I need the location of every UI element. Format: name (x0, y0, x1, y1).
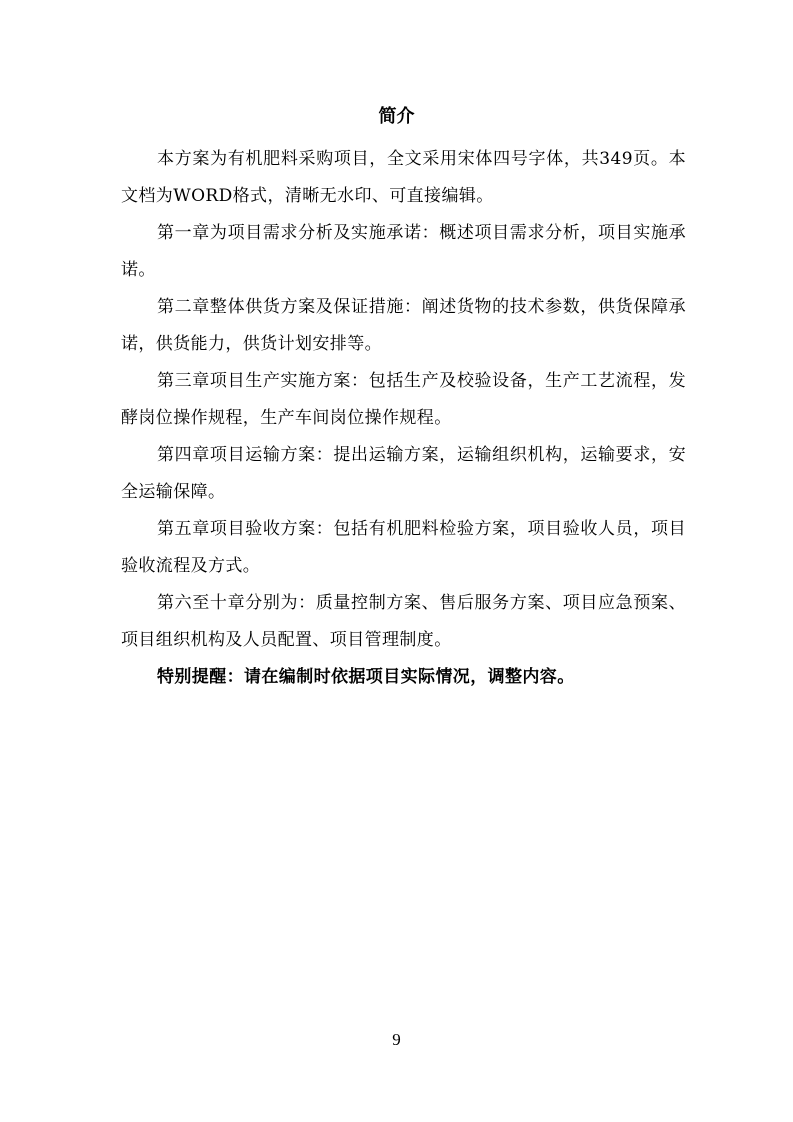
chapter-3-paragraph: 第三章项目生产实施方案：包括生产及校验设备，生产工艺流程，发酵岗位操作规程，生产车间岗位操作规程。 (121, 371, 686, 428)
document-title: 简介 (378, 106, 415, 127)
chapter-2-paragraph: 第二章整体供货方案及保证措施：阐述货物的技术参数，供货保障承诺，供货能力，供货计划安排等。 (121, 297, 686, 354)
chapter-5-paragraph: 第五章项目验收方案：包括有机肥料检验方案，项目验收人员，项目验收流程及方式。 (121, 519, 686, 576)
chapter-1-paragraph: 第一章为项目需求分析及实施承诺：概述项目需求分析，项目实施承诺。 (121, 223, 686, 280)
intro-paragraph: 本方案为有机肥料采购项目，全文采用宋体四号字体，共349页。本文档为WORD格式，清晰无水印、可直接编辑。 (121, 149, 686, 206)
chapter-4-paragraph: 第四章项目运输方案：提出运输方案，运输组织机构，运输要求，安全运输保障。 (121, 445, 686, 502)
page-number: 9 (392, 1030, 401, 1049)
document-body (121, 141, 686, 696)
special-reminder: 特别提醒：请在编制时依据项目实际情况，调整内容。 (157, 667, 575, 687)
chapters-6-10-paragraph: 第六至十章分别为：质量控制方案、售后服务方案、项目应急预案、项目组织机构及人员配置、项目管理制度。 (121, 593, 686, 650)
